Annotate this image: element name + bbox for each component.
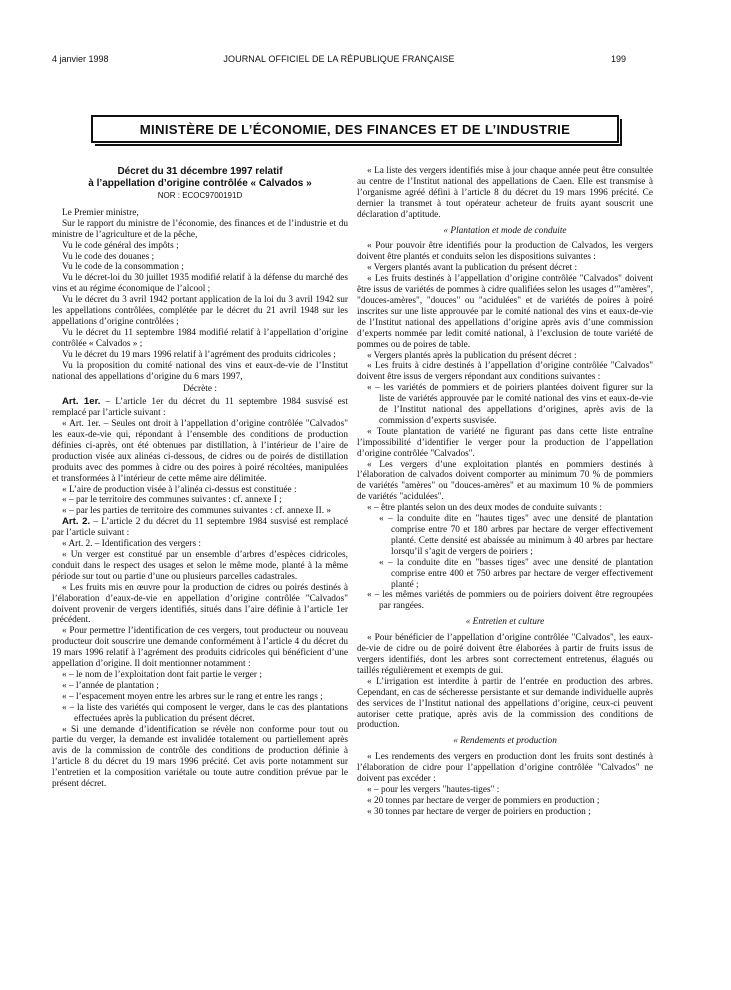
section-heading: « Rendements et production bbox=[453, 736, 557, 747]
body-paragraph: « Toute plantation de variété ne figurant pas dans cette liste entraîne l’impossibilité d’identifier le verger pour la production de l’appellation d’origine contrôlée "Calvados". bbox=[357, 426, 653, 459]
body-paragraph: Vu le décret-loi du 30 juillet 1935 modifié relatif à la défense du marché des vins et au régime économique de l’alcool ; bbox=[52, 273, 348, 295]
section-heading: « Plantation et mode de conduite bbox=[443, 225, 567, 236]
header-journal-title: JOURNAL OFFICIEL DE LA RÉPUBLIQUE FRANÇAISE bbox=[223, 54, 455, 64]
body-paragraph: Vu le code général des impôts ; bbox=[62, 240, 179, 251]
list-item: « – l’année de plantation ; bbox=[62, 680, 159, 691]
article-label: Art. 1er. bbox=[62, 396, 101, 408]
body-paragraph: « Si une demande d’identification se révèle non conforme pour tout ou partie du verger, la demande est invalidée totalement ou partiellement après avis de la commission de contrôle des conditions de production définie à l’article 8 du décret du 19 mars 1996 précité. Cet avis porte notamment sur l’entretien et la composition variétale ou toute autre condition prévue par le présent décret. bbox=[52, 724, 348, 790]
list-item: « – les variétés de pommiers et de poiriers plantées doivent figurer sur la liste de variétés approuvée par le comité national des vins et eaux-de-vie de l’Institut national des appellations d’origines, après avis de la commission d’experts susvisée. bbox=[367, 383, 653, 426]
list-item: « – la conduite dite en "basses tiges" avec une densité de plantation comprise entre 400 et 750 arbres par hectare de verger effectivement planté ; bbox=[379, 557, 653, 590]
body-paragraph: « L’aire de production visée à l’alinéa ci-dessus est constituée : bbox=[62, 484, 297, 495]
body-paragraph: « Les fruits mis en œuvre pour la production de cidres ou poirés destinés à l’élaboration d’eaux-de-vie en appellation d’origine contrôlée "Calvados" doivent provenir de vergers identifiés, situés dans l’aire définie à l’article 1er précédent. bbox=[52, 582, 348, 626]
ministry-banner bbox=[91, 115, 619, 143]
page-header bbox=[52, 54, 626, 66]
section-heading: « Entretien et culture bbox=[465, 617, 545, 628]
body-paragraph: Vu le code de la consommation ; bbox=[62, 262, 184, 273]
body-paragraph: « Les fruits destinés à l’appellation d’origine contrôlée "Calvados" doivent être issus de variétés de pommes à cidre qualifiées selon les usages d’"amères", "douces-amères", "douces" ou "acidulées" et de variétés de poires à poiré inscrites sur une liste approuvée par le comité national des vins et eaux-de-vie de l’Institut national des appellations d’origine après avis d’une commission d’experts nommée par ledit comité national, à l’exclusion de toute variété de pommes ou de poires de table. bbox=[357, 274, 653, 350]
decree-nor-reference: NOR : ECOC9700191D bbox=[157, 191, 243, 200]
body-paragraph: « Art. 2. – Identification des vergers : bbox=[62, 539, 201, 550]
decree-title-line-2: à l’appellation d’origine contrôlée « Calvados » bbox=[88, 177, 312, 189]
left-column bbox=[52, 166, 348, 790]
body-paragraph: Vu le code des douanes ; bbox=[62, 251, 155, 262]
decree-title-line-1: Décret du 31 décembre 1997 relatif bbox=[117, 166, 283, 177]
body-paragraph: « Les fruits à cidre destinés à l’appellation d’origine contrôlée "Calvados" doivent être issus de vergers répondant aux conditions suivantes : bbox=[357, 361, 653, 383]
list-item: « – l’espacement moyen entre les arbres sur le rang et entre les rangs ; bbox=[62, 691, 323, 702]
article-text: – L’article 2 du décret du 11 septembre 1984 susvisé est remplacé par l’article suivant : bbox=[52, 517, 348, 539]
body-paragraph: Vu le décret du 3 avril 1942 portant application de la loi du 3 avril 1942 sur les appellations contrôlées, complétée par le décret du 21 avril 1948 sur les appellations d’origine contrôlées ; bbox=[52, 295, 348, 327]
list-item: « – pour les vergers "hautes-tiges" : bbox=[367, 784, 500, 795]
body-paragraph: Vu le décret du 11 septembre 1984 modifié relatif à l’appellation d’origine contrôlée « Calvados » ; bbox=[52, 327, 348, 349]
right-column-body bbox=[357, 166, 653, 818]
body-paragraph: « Les rendements des vergers en production dont les fruits sont destinés à l’élaboration de cidre pour l’appellation d’origine contrôlée "Calvados" ne doivent pas excéder : bbox=[357, 752, 653, 785]
left-column-body bbox=[52, 208, 348, 790]
body-paragraph: « Les vergers d’une exploitation plantés en pommiers destinés à l’élaboration de calvados doivent comporter au minimum 70 % de pommiers de variétés "amères" ou "douces-amères" et au maximum 10 % de pommiers de variétés "acidulées". bbox=[357, 459, 653, 503]
article-paragraph bbox=[52, 397, 348, 419]
body-paragraph: Sur le rapport du ministre de l’économie, des finances et de l’industrie et du ministre de l’agriculture et de la pêche, bbox=[52, 218, 348, 240]
body-paragraph: « Vergers plantés après la publication du présent décret : bbox=[367, 350, 577, 361]
ministry-title: MINISTÈRE DE L’ÉCONOMIE, DES FINANCES ET DE L’INDUSTRIE bbox=[139, 121, 571, 137]
body-paragraph: « Pour bénéficier de l’appellation d’origine contrôlée "Calvados", les eaux-de-vie de cidre ou de poiré doivent être élaborées à partir de fruits issus de vergers identifiés, dont les arbres sont correctement entretenus, élagués ou taillés régulièrement et exempts de gui. bbox=[357, 633, 653, 676]
body-paragraph: Vu la proposition du comité national des vins et eaux-de-vie de l’Institut national des appellations d’origine du 6 mars 1997, bbox=[52, 360, 348, 382]
list-item: « – par le territoire des communes suivantes : cf. annexe I ; bbox=[62, 495, 282, 506]
list-item: « 30 tonnes par hectare de verger de poiriers en production ; bbox=[367, 806, 591, 817]
list-item: « 20 tonnes par hectare de verger de pommiers en production ; bbox=[367, 795, 600, 806]
body-paragraph: « Un verger est constitué par un ensemble d’arbres d’espèces cidricoles, conduit dans le respect des usages et selon le même mode, planté à la même période sur tout ou partie d’une ou plusieurs parcelles cadastrales. bbox=[52, 550, 348, 582]
list-item: « – la conduite dite en "hautes tiges" avec une densité de plantation comprise entre 70 et 180 arbres par hectare de verger effectivement planté. Cette densité est abaissée au minimum à 40 arbres par hectare lorsqu’il s’agit de vergers de poiriers ; bbox=[379, 514, 653, 557]
right-column bbox=[357, 166, 653, 818]
header-page-number: 199 bbox=[610, 54, 626, 64]
body-paragraph: « Art. 1er. – Seules ont droit à l’appellation d’origine contrôlée "Calvados" les eaux-de-vie qui, répondant à l’ensemble des conditions de production définies ci-après, ont été obtenues par distillation, à l’intérieur de l’aire de production visée aux alinéas ci-dessous, de cidres ou de poirés de distillation produits avec des pommes à cidre ou des poires à poiré récoltées, manipulées et transformées à l’intérieur de cette même aire délimitée. bbox=[52, 419, 348, 484]
list-item: « – le nom de l’exploitation dont fait partie le verger ; bbox=[62, 669, 262, 680]
list-item: « – par les parties de territoire des communes suivantes : cf. annexe II. » bbox=[62, 506, 332, 517]
header-date: 4 janvier 1998 bbox=[52, 54, 109, 64]
body-paragraph: « L’irrigation est interdite à partir de l’entrée en production des arbres. Cependant, en cas de sécheresse persistante et sur demande individuelle auprès des services de l’Institut national des appellations d’origine, ceux-ci peuvent autoriser cette pratique, après avis de la commission des conditions de production. bbox=[357, 676, 653, 731]
section-heading: Décrète : bbox=[183, 384, 217, 395]
body-paragraph: « Pour permettre l’identification de ces vergers, tout producteur ou nouveau producteur doit souscrire une demande conformément à l’article 4 du décret du 19 mars 1996 relatif à l’agrément des produits cidricoles qui bénéficient d’une appellation d’origine. Il doit mentionner notamment : bbox=[52, 626, 348, 670]
article-label: Art. 2. bbox=[62, 516, 91, 528]
list-item: « – les mêmes variétés de pommiers ou de poiriers doivent être regroupées par rangées. bbox=[367, 590, 653, 612]
body-paragraph: Le Premier ministre, bbox=[62, 207, 139, 218]
body-paragraph: « Pour pouvoir être identifiés pour la production de Calvados, les vergers doivent être plantés et conduits selon les dispositions suivantes : bbox=[357, 241, 653, 263]
body-paragraph: Vu le décret du 19 mars 1996 relatif à l’agrément des produits cidricoles ; bbox=[62, 349, 336, 360]
body-paragraph: « Vergers plantés avant la publication du présent décret : bbox=[367, 263, 578, 274]
list-item: « – la liste des variétés qui composent le verger, dans le cas des plantations effectuées après la publication du présent décret. bbox=[62, 702, 348, 724]
body-paragraph: « La liste des vergers identifiés mise à jour chaque année peut être consultée au centre de l’Institut national des appellations de Caen. Elle est transmise à l’organisme agréé défini à l’article 8 du décret du 19 mars 1996 précité. Ce dernier la transmet à tout opérateur acheteur de fruits ayant souscrit une déclaration d’aptitude. bbox=[357, 166, 653, 220]
article-text: – L’article 1er du décret du 11 septembre 1984 susvisé est remplacé par l’article suivant : bbox=[52, 397, 349, 419]
article-paragraph bbox=[52, 517, 348, 539]
list-item: « – être plantés selon un des deux modes de conduite suivants : bbox=[367, 503, 602, 514]
